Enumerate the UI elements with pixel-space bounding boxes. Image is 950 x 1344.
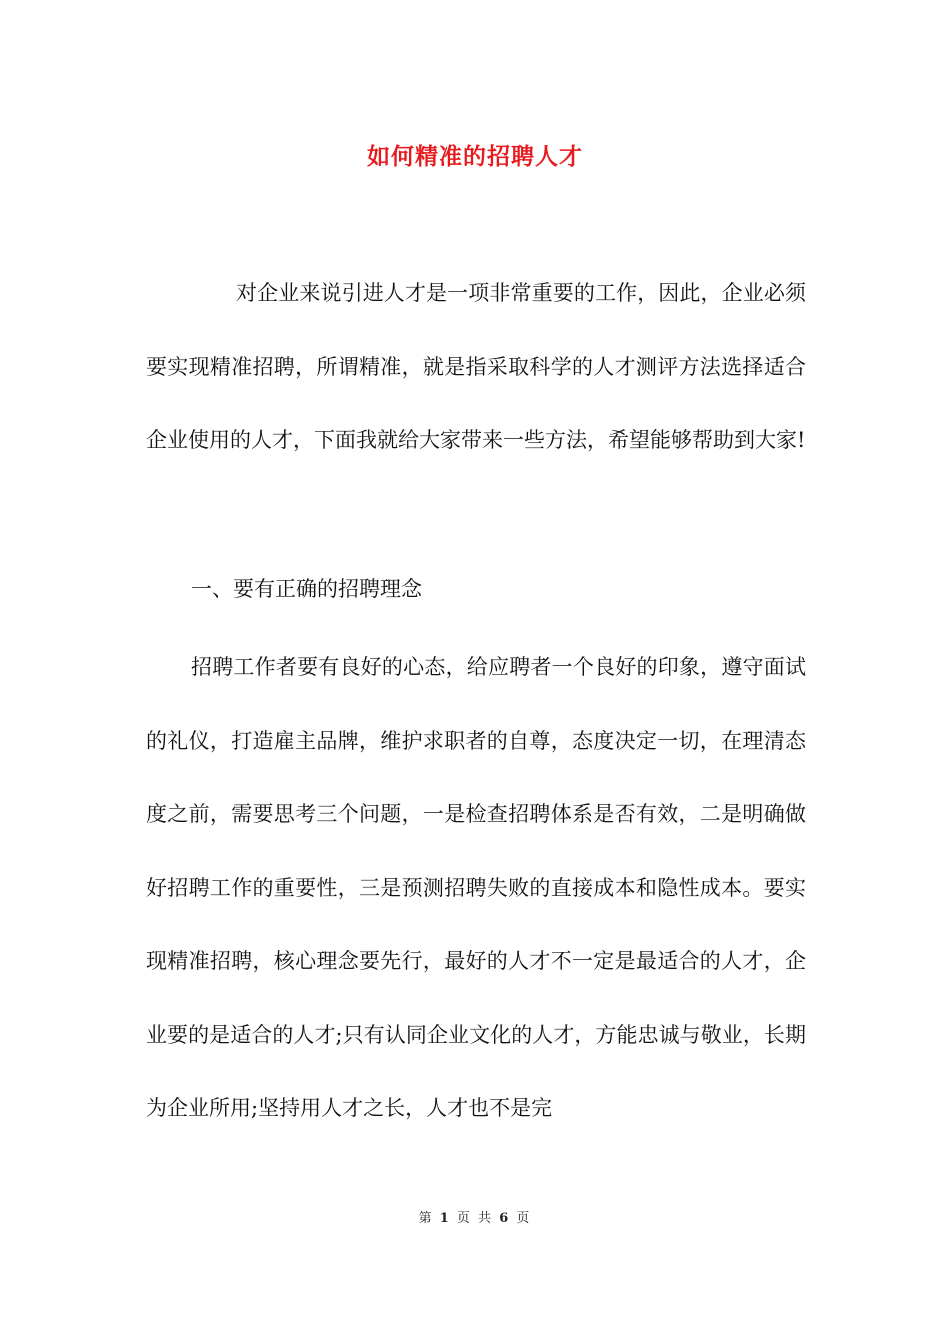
paragraph-section-1: 招聘工作者要有良好的心态，给应聘者一个良好的印象，遵守面试的礼仪，打造雇主品牌，维护求职者的自尊，态度决定一切，在理清态度之前，需要思考三个问题，一是检查招聘体系是否有效，二是明确做好招聘工作的重要性，三是预测招聘失败的直接成本和隐性成本。要实现精准招聘，核心理念要先行，最好的人才不一定是最适合的人才，企业要的是适合的人才;只有认同企业文化的人才，方能忠诚与敬业，长期为企业所用;坚持用人才之长，人才也不是完	[146, 655, 806, 1120]
section-heading-1: 一、要有正确的招聘理念	[191, 577, 422, 601]
footer-suffix: 页	[516, 1211, 532, 1226]
document-title: 如何精准的招聘人才	[367, 143, 583, 170]
footer-total-pages: 6	[499, 1211, 511, 1226]
footer-prefix: 第	[418, 1211, 434, 1226]
page-footer	[0, 1207, 950, 1226]
footer-page-number: 1	[439, 1211, 451, 1226]
paragraph-intro: 对企业来说引进人才是一项非常重要的工作，因此，企业必须要实现精准招聘，所谓精准，就是指采取科学的人才测评方法选择适合企业使用的人才，下面我就给大家带来一些方法，希望能够帮助到大家!	[146, 281, 806, 452]
footer-middle: 页 共	[456, 1211, 494, 1226]
